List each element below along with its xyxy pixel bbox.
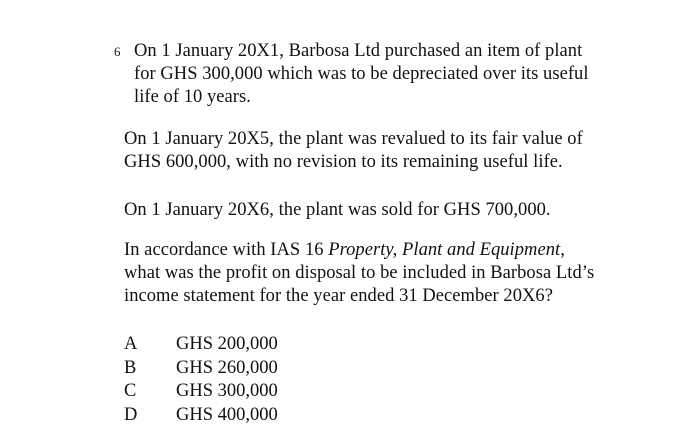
option-text: GHS 200,000 xyxy=(176,334,278,354)
paragraph-2-line-1: On 1 January 20X5, the plant was revalued to its fair value of xyxy=(124,129,583,149)
option-text: GHS 300,000 xyxy=(176,381,278,401)
option-d[interactable] xyxy=(122,404,278,428)
paragraph-2-line-2: GHS 600,000, with no revision to its remaining useful life. xyxy=(124,152,563,172)
option-letter: D xyxy=(124,404,138,425)
question-number: 6 xyxy=(114,44,121,59)
option-letter: B xyxy=(124,357,137,378)
option-b[interactable] xyxy=(122,357,278,381)
question-paragraph-4 xyxy=(124,239,624,308)
question-paragraph-3 xyxy=(124,199,624,222)
option-letter: C xyxy=(124,381,137,401)
paragraph-1-line-3: life of 10 years. xyxy=(134,87,251,107)
answer-options xyxy=(122,333,278,427)
option-c[interactable] xyxy=(122,380,278,404)
question-paragraph-1 xyxy=(124,40,624,109)
paragraph-4-line-2: what was the profit on disposal to be included in Barbosa Ltd’s xyxy=(124,263,595,283)
paragraph-4-line-1-post: , xyxy=(560,240,565,260)
paragraph-4-line-1-pre: In accordance with IAS 16 xyxy=(124,240,329,260)
paragraph-1-line-1: On 1 January 20X1, Barbosa Ltd purchased an item of plant xyxy=(134,41,583,61)
paragraph-4-line-3: income statement for the year ended 31 December 20X6? xyxy=(124,286,553,306)
paragraph-3-line-1: On 1 January 20X6, the plant was sold for GHS 700,000. xyxy=(124,200,551,220)
paragraph-4-line-1 xyxy=(124,239,624,262)
question-paragraph-2 xyxy=(124,128,624,174)
option-letter: A xyxy=(124,334,138,354)
option-text: GHS 260,000 xyxy=(176,357,278,378)
paragraph-1-line-2: for GHS 300,000 which was to be depreciated over its useful xyxy=(134,64,589,84)
option-a[interactable] xyxy=(122,333,278,357)
option-text: GHS 400,000 xyxy=(176,404,278,425)
standard-title-italic: Property, Plant and Equipment xyxy=(328,240,561,260)
